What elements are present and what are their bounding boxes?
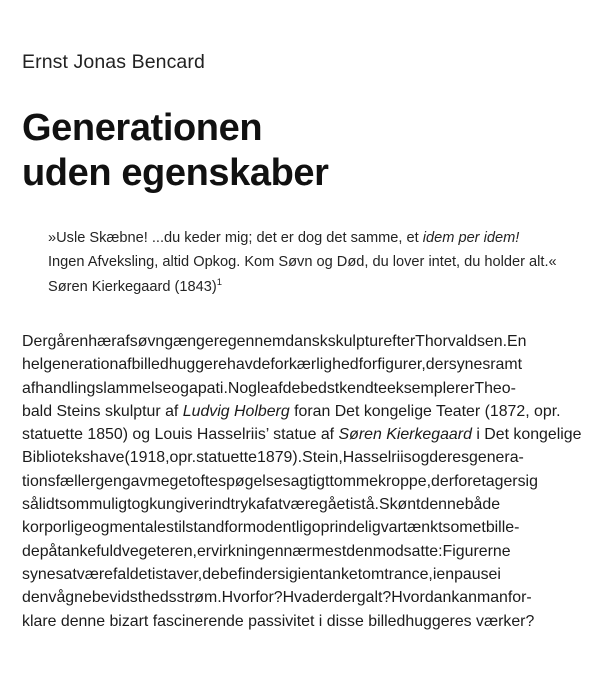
body-word: Thorvaldsen. xyxy=(415,332,507,350)
body-word: Hvordan xyxy=(391,589,452,607)
body-word: er xyxy=(196,542,212,560)
body-word: vågne xyxy=(48,589,92,607)
epigraph-line-1 xyxy=(48,226,590,250)
body-word: staver, xyxy=(155,565,203,583)
body-word: have xyxy=(90,449,125,467)
body-word: genera- xyxy=(469,449,524,467)
body-word: man xyxy=(476,589,508,607)
epigraph-line-1-italic: idem per idem! xyxy=(422,230,520,247)
body-word: der xyxy=(333,589,357,607)
body-word: så xyxy=(22,496,39,514)
body-word: kan xyxy=(451,589,477,607)
epigraph-line-2: Ingen Afveksling, altid Opkog. Kom Søvn og Død, du lover intet, du holder alt.« xyxy=(48,254,557,271)
body-word: tionsfæller xyxy=(22,472,96,490)
author-byline: Ernst Jonas Bencard xyxy=(22,51,205,73)
body-word: en xyxy=(436,565,455,583)
body-line-10 xyxy=(22,540,590,563)
body-word: at xyxy=(269,496,283,514)
body-word: være xyxy=(76,565,113,583)
body-word: Biblioteks xyxy=(22,449,91,467)
body-line-5 xyxy=(22,423,590,446)
body-word: at xyxy=(63,565,77,583)
body-word: tænkt xyxy=(402,519,443,537)
body-word: en xyxy=(301,565,319,583)
body-word: synes xyxy=(22,565,64,583)
body-word: de xyxy=(282,379,301,397)
body-word: hel xyxy=(22,356,44,374)
body-word: vegeteren, xyxy=(121,542,197,560)
body-paragraph xyxy=(22,299,590,633)
artwork-title-soren-kierkegaard: Søren Kierkegaard xyxy=(338,426,472,444)
body-word: Hvad xyxy=(282,589,320,607)
body-word: både xyxy=(464,496,501,514)
body-word: stå. xyxy=(353,496,379,514)
body-word: ofte xyxy=(191,472,219,490)
epigraph-line-1-text: »Usle Skæbne! ...du keder mig; det er dog det samme, et xyxy=(48,230,423,247)
body-word: bille- xyxy=(485,519,520,537)
body-word: søvngængere xyxy=(129,332,228,350)
body-word: Stein, xyxy=(302,449,343,467)
body-word: havde xyxy=(227,356,271,374)
body-word: generation xyxy=(43,356,119,374)
body-line-5-text-a: statuette 1850) og Louis Hasselriis’ statue af xyxy=(22,426,339,444)
body-line-7 xyxy=(22,470,590,493)
body-word: i xyxy=(432,565,437,583)
body-word: billedhuggere xyxy=(131,356,228,374)
body-word: forkærlighed xyxy=(270,356,359,374)
body-word: Figurerne xyxy=(442,542,511,560)
body-word: tomme xyxy=(329,472,379,490)
body-word: være xyxy=(282,496,319,514)
body-word: går xyxy=(47,332,71,350)
body-word: denne xyxy=(420,496,465,514)
body-line-13-text: klare denne bizart fascinerende passivitet i disse billedhuggeres værker? xyxy=(22,612,535,630)
body-word: Skønt xyxy=(378,496,421,514)
body-line-4-text-b: foran Det kongelige Teater (1872, opr. xyxy=(289,402,561,420)
body-word: virkningen xyxy=(211,542,284,560)
body-word: tanketom xyxy=(318,565,385,583)
body-word: efter xyxy=(383,332,416,350)
body-word: stilstand xyxy=(166,519,225,537)
body-word: handlingslammelse xyxy=(35,379,172,397)
body-word: og xyxy=(131,496,150,514)
body-word: spøgelsesagtigt xyxy=(218,472,330,490)
body-word: som xyxy=(59,496,90,514)
body-word: for- xyxy=(507,589,532,607)
body-word: (1918, xyxy=(124,449,170,467)
body-word: af xyxy=(269,379,283,397)
body-word: meget xyxy=(147,472,192,490)
body-word: apati. xyxy=(188,379,228,397)
body-word: formodentlig xyxy=(224,519,312,537)
body-word: kendte xyxy=(339,379,387,397)
body-word: af xyxy=(116,332,130,350)
body-word: Hasselriis xyxy=(342,449,412,467)
body-word: og xyxy=(411,449,430,467)
body-word: de xyxy=(22,542,40,560)
body-word: korporlige xyxy=(22,519,92,537)
body-line-12 xyxy=(22,586,590,609)
epigraph-quote xyxy=(22,196,590,299)
body-word: der xyxy=(425,356,449,374)
body-word: i xyxy=(151,565,156,583)
body-word: var xyxy=(380,519,403,537)
body-word: Nogle xyxy=(227,379,270,397)
body-word: gengav xyxy=(95,472,148,490)
body-word: oprindelig xyxy=(311,519,381,537)
body-line-3 xyxy=(22,377,590,400)
body-word: muligt xyxy=(89,496,132,514)
body-word: strøm. xyxy=(176,589,222,607)
body-word: figurer, xyxy=(377,356,426,374)
body-word: nærmest xyxy=(283,542,347,560)
body-word: af xyxy=(118,356,132,374)
body-word: gennem xyxy=(227,332,286,350)
body-word: kun xyxy=(149,496,175,514)
body-word: den xyxy=(346,542,373,560)
body-line-6 xyxy=(22,446,590,469)
body-word: eksempler xyxy=(386,379,461,397)
body-word: Der xyxy=(22,332,48,350)
title-line-1: Generationen xyxy=(22,107,263,150)
body-word: lidt xyxy=(38,496,60,514)
body-word: trance, xyxy=(384,565,433,583)
title-line-2: uden egenskaber xyxy=(22,152,329,195)
body-word: og xyxy=(91,519,110,537)
body-word: bevidstheds xyxy=(91,589,177,607)
body-word: i xyxy=(297,565,302,583)
body-word: sig xyxy=(277,565,298,583)
body-word: skulptur xyxy=(327,332,384,350)
body-line-11 xyxy=(22,563,590,586)
body-line-8 xyxy=(22,493,590,516)
body-word: synes xyxy=(448,356,491,374)
page-title xyxy=(22,74,590,196)
body-word: indtryk xyxy=(209,496,257,514)
body-word: 1879). xyxy=(257,449,303,467)
body-word: tankefuld xyxy=(57,542,122,560)
body-word: i xyxy=(349,496,354,514)
body-word: pause xyxy=(454,565,498,583)
body-word: galt? xyxy=(356,589,392,607)
body-word: er xyxy=(460,379,475,397)
body-word: modsatte: xyxy=(372,542,443,560)
body-word: En xyxy=(507,332,527,350)
body-word: gået xyxy=(318,496,350,514)
body-word: af xyxy=(256,496,270,514)
body-word: på xyxy=(39,542,58,560)
body-word: som xyxy=(442,519,473,537)
body-word: af xyxy=(22,379,36,397)
body-word: Theo- xyxy=(474,379,516,397)
attribution-text: Søren Kierkegaard (1843) xyxy=(48,278,217,295)
body-line-4-text-a: bald Steins skulptur af xyxy=(22,402,183,420)
body-word: foretager xyxy=(454,472,518,490)
epigraph-attribution xyxy=(48,275,590,299)
body-word: der xyxy=(431,472,454,490)
body-word: faldet xyxy=(113,565,152,583)
body-word: og xyxy=(171,379,189,397)
body-word: giver xyxy=(174,496,210,514)
body-word: ramt xyxy=(490,356,523,374)
body-word: i xyxy=(497,565,501,583)
body-word: befinder xyxy=(219,565,278,583)
body-word: den xyxy=(22,589,49,607)
artwork-title-ludvig-holberg: Ludvig Holberg xyxy=(182,402,290,420)
body-word: deres xyxy=(429,449,470,467)
body-line-1 xyxy=(22,330,590,353)
footnote-marker: 1 xyxy=(216,276,223,288)
body-word: er xyxy=(319,589,334,607)
body-line-9 xyxy=(22,516,590,539)
body-word: de xyxy=(202,565,220,583)
body-line-13 xyxy=(22,610,590,633)
body-word: dansk xyxy=(285,332,328,350)
body-word: bedst xyxy=(300,379,340,397)
body-line-2 xyxy=(22,353,590,376)
body-line-4 xyxy=(22,400,590,423)
body-word: kroppe, xyxy=(378,472,432,490)
body-word: opr. xyxy=(169,449,197,467)
body-word: sig xyxy=(517,472,538,490)
body-word: Hvorfor? xyxy=(221,589,283,607)
body-word: et xyxy=(472,519,486,537)
body-word: statuette xyxy=(196,449,258,467)
body-word: hær xyxy=(88,332,117,350)
body-word: mentale xyxy=(109,519,167,537)
body-word: for xyxy=(358,356,378,374)
body-line-5-text-b: i Det kongelige xyxy=(471,426,582,444)
body-word: en xyxy=(70,332,89,350)
